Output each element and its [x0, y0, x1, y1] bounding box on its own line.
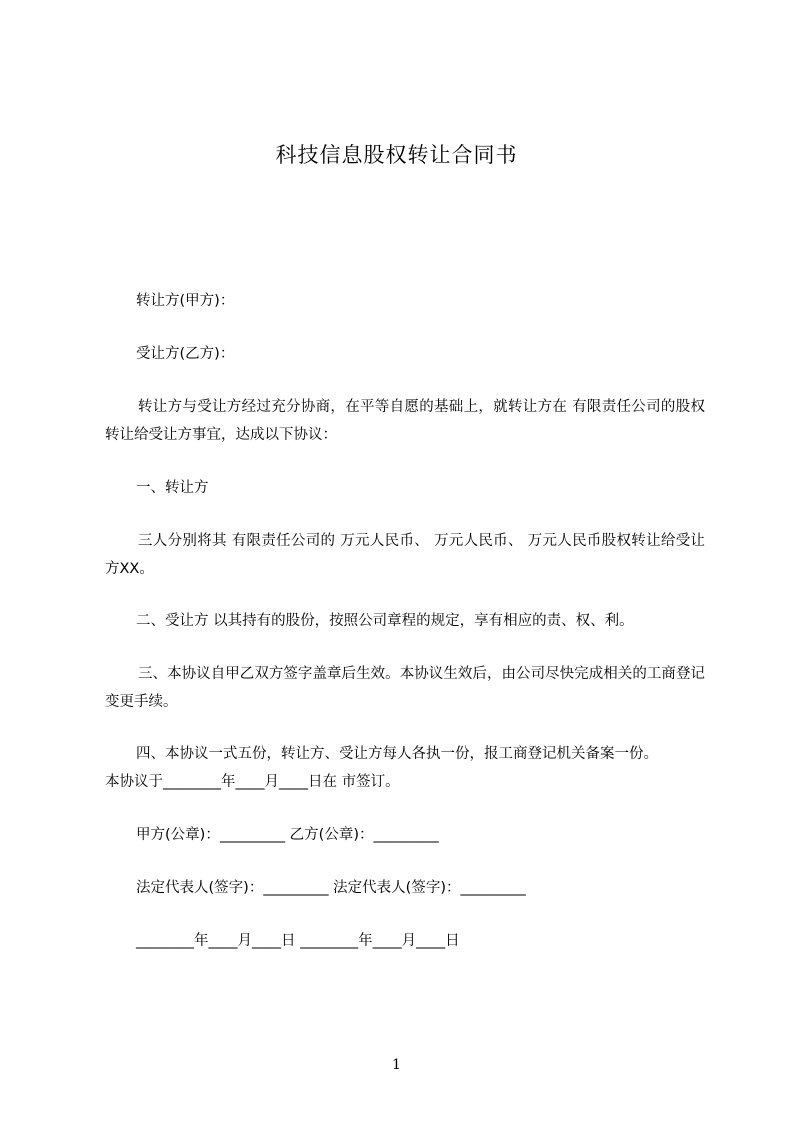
document-title: 科技信息股权转让合同书 [275, 143, 518, 167]
clause-1-heading: 一、转让方 [136, 480, 209, 496]
clause-2: 二、受让方 以其持有的股份，按照公司章程的规定，享有相应的责、权、利。 [136, 613, 634, 629]
date-line: ________年____月____日 ________年____月____日 [136, 933, 460, 949]
preamble-paragraph: 转让方与受让方经过充分协商，在平等自愿的基础上，就转让方在 有限责任公司的股权转让给受让方事宜，达成以下协议： [105, 399, 705, 443]
clause-3: 三、本协议自甲乙双方签字盖章后生效。本协议生效后，由公司尽快完成相关的工商登记变更手续。 [105, 666, 705, 710]
signature-line: 法定代表人(签字)：_________ 法定代表人(签字)：_________ [136, 880, 526, 896]
transferor-label: 转让方(甲方)： [136, 293, 235, 309]
clause-4-line-1: 四、本协议一式五份，转让方、受让方每人各执一份，报工商登记机关备案一份。 [136, 746, 658, 762]
page-number: 1 [392, 1057, 401, 1073]
transferee-label: 受让方(乙方)： [136, 346, 235, 362]
seal-line: 甲方(公章)：_________ 乙方(公章)：_________ [136, 827, 439, 843]
clause-4-line-2: 本协议于________年____月____日在 市签订。 [105, 774, 400, 790]
clause-1-body: 三人分别将其 有限责任公司的 万元人民币、 万元人民币、 万元人民币股权转让给受让方XX。 [105, 533, 705, 577]
